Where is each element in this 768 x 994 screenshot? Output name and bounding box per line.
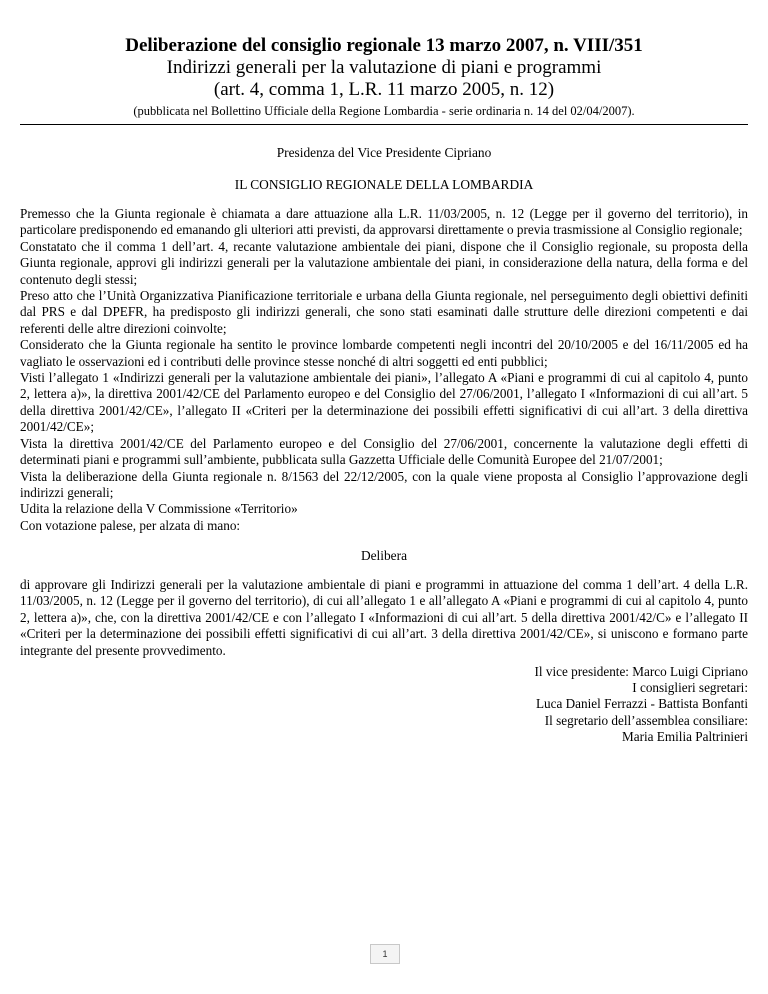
premise-paragraph: Premesso che la Giunta regionale è chiamata a dare attuazione alla L.R. 11/03/2005, n. 12 (Legge per il governo del territorio), in particolare predisponendo ed emanando gli ulteriori atti previsti, da approvarsi direttamente o previa trasmissione al Consiglio regionale; [20,206,748,238]
delibera-heading: Delibera [360,548,408,563]
premise-paragraph: Constatato che il comma 1 dell’art. 4, recante valutazione ambientale dei piani, dispone che il Consiglio regionale, su proposta della Giunta regionale, approvi gli indirizzi generali per la valutazione ambientale dei piani, in considerazione della natura, della forma e del contenuto degli stessi; [20,238,748,287]
premise-paragraph: Considerato che la Giunta regionale ha sentito le province lombarde competenti negli incontri del 20/10/2005 e del 16/11/2005 ed ha vagliato le osservazioni ed i contributi delle province stesse nonché di altri soggetti ed enti pubblici; [20,337,748,369]
signature-block [328,664,748,745]
premise-paragraph: Udita la relazione della V Commissione «Territorio» [20,501,298,517]
document-header [20,34,748,120]
council-heading: IL CONSIGLIO REGIONALE DELLA LOMBARDIA [234,177,534,192]
presidency-line: Presidenza del Vice Presidente Cipriano [276,145,492,160]
signature-line: Il vice presidente: Marco Luigi Cipriano [534,664,748,679]
signature-line: I consiglieri segretari: [632,680,748,696]
premise-paragraph: Vista la deliberazione della Giunta regionale n. 8/1563 del 22/12/2005, con la quale viene proposta al Consiglio l’approvazione degli indirizzi generali; [20,468,748,500]
premise-paragraph: Preso atto che l’Unità Organizzativa Pianificazione territoriale e urbana della Giunta regionale, nel perseguimento degli obiettivi definiti dal PRS e dal DPEFR, ha predisposto gli indirizzi generali, che sono stati esaminati dalle strutture delle direzioni competenti e dai referenti delle altre direzioni coinvolte; [20,288,748,336]
signature-line: Maria Emilia Paltrinieri [622,728,748,744]
premise-paragraph: Vista la direttiva 2001/42/CE del Parlamento europeo e del Consiglio del 27/06/2001, concernente la valutazione degli effetti di determinati piani e programmi sull’ambiente, pubblicata sulla Gazzetta Ufficiale delle Comunità Europee del 21/07/2001; [20,435,748,468]
decision-paragraph: di approvare gli Indirizzi generali per la valutazione ambientale di piani e programmi in attuazione del comma 1 dell’art. 4 della L.R. 11/03/2005, n. 12 (Legge per il governo del territorio), di cui all’allegato 1 e all’allegato A «Piani e programmi di cui al capitolo 4, punto 2, lettera a)», che, con la direttiva 2001/42/CE e con l’allegato I «Informazioni di cui all’art. 5 della direttiva 2001/42/C» e l’allegato II «Criteri per la determinazione dei possibili effetti significativi di cui all’art. 3 della direttiva 2001/42/CE», si uniscono e formano parte integrante del presente provvedimento. [20,577,748,658]
premises-section [20,206,748,534]
legal-reference: (art. 4, comma 1, L.R. 11 marzo 2005, n. 12) [213,79,555,100]
premise-paragraph: Con votazione palese, per alzata di mano: [20,517,241,533]
signature-line: Luca Daniel Ferrazzi - Battista Bonfanti [535,696,748,712]
header-divider [20,124,748,125]
signature-line: Il segretario dell’assemblea consiliare: [544,712,748,728]
document-title: Deliberazione del consiglio regionale 13 marzo 2007, n. VIII/351 [125,35,643,56]
page-number: 1 [370,944,400,964]
document-subtitle: Indirizzi generali per la valutazione di piani e programmi [166,57,602,78]
premise-paragraph: Visti l’allegato 1 «Indirizzi generali per la valutazione ambientale dei piani», l’allegato A «Piani e programmi di cui al capitolo 4, punto 2, lettera a)», la direttiva 2001/42/CE del Parlamento europeo e del Consiglio del 27/06/2001, l’allegato I «Informazioni di cui all’art. 5 della direttiva 2001/42/CE», l’allegato II «Criteri per la determinazione dei possibili effetti significativi di cui all’art. 3 della direttiva 2001/42/CE»; [20,370,748,435]
publication-note: (pubblicata nel Bollettino Ufficiale della Regione Lombardia - serie ordinaria n. 14 del 02/04/2007). [133,104,635,118]
